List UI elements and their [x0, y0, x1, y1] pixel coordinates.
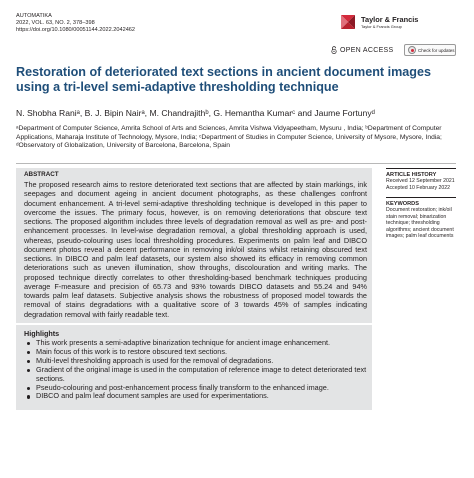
journal-name: AUTOMATIKA: [16, 13, 52, 19]
check-updates-label: Check for updates: [418, 47, 455, 53]
keywords-text: Document restoration; ink/oil stain removal; binarization technique; thresholding algorithms; ancient document images; palm leaf documents: [386, 207, 454, 239]
list-item: DIBCO and palm leaf document samples are used for experimentations.: [26, 392, 368, 401]
abstract-text: The proposed research aims to restore deteriorated text sections that are affected by stain markings, ink seepages and document ageing in ancient document photographs, as these challenges confront document enhancement. A tri-level semi-adaptive thresholding technique is developed in this paper to overcome the issues. The primary focus, however, is on removing deteriorations that obscure text sections. The proposed algorithm includes three levels of degradation removal as well as pre- and post-enhancement processes. In level-wise degradation removal, a global thresholding approach is used, whereas, pseudo-colouring uses local thresholding procedures. Experiments on palm leaf and DIBCO document photos reveal a decent performance in removing ink/oil stains whilst retaining obscured text sections. In DIBCO and palm leaf datasets, our system also showed its efficacy in removing common deteriorations such as uneven illumination, show throughs, discolouration and writing marks. The proposed technique directly correlates to other thresholding-based benchmark techniques producing average F-measure and precision of 65.73 and 93% towards DIBCO datasets and 55.24 and 94% towards palm leaf datasets. Subjective analysis shows the robustness of proposed model towards the removal of stains degradations with a qualitative score of 3 towards 45% of samples indicating degradation removal with fairly readable text.: [24, 180, 367, 319]
list-item: Pseudo-colouring and post-enhancement process finally transform to the enhanced image.: [26, 384, 368, 393]
highlights-heading: Highlights: [24, 329, 60, 338]
article-title: Restoration of deteriorated text sections in ancient document images using a tri-level semi-adaptive thresholding technique: [16, 65, 431, 94]
crossmark-icon: [408, 46, 416, 54]
highlights-list: [26, 339, 368, 401]
publisher-name: Taylor & Francis: [361, 15, 419, 24]
section-divider: [16, 163, 456, 164]
received-date: Received 12 September 2021: [386, 178, 455, 184]
article-sidebar: [386, 168, 456, 240]
article-history-heading: ARTICLE HISTORY: [386, 168, 456, 178]
keywords-heading: KEYWORDS: [386, 197, 456, 207]
journal-volume: 2022, VOL. 63, NO. 2, 378–398: [16, 20, 95, 27]
list-item: Main focus of this work is to restore obscured text sections.: [26, 348, 368, 357]
doi-link[interactable]: https://doi.org/10.1080/00051144.2022.2042462: [16, 27, 136, 34]
list-item: Multi-level thresholding approach is used for the removal of degradations.: [26, 357, 368, 366]
author-list: N. Shobha Raniᵃ, B. J. Bipin Nairᵃ, M. Chandrajithᵇ, G. Hemantha Kumarᶜ and Jaume Fortunyᵈ: [16, 108, 375, 118]
affiliations: ᵃDepartment of Computer Science, Amrita School of Arts and Sciences, Amrita Vishwa Vidyapeetham, Mysuru , India; ᵇDepartment of Computer Applications, Maharaja Institute of Technology, Mysore, India; ᶜDepartment of Studies in Computer Science, University of Mysore, Mysore, India; ᵈObservatory of Globalization, University of Barcelona, Barcelona, Spain: [16, 125, 442, 150]
open-lock-icon: [331, 46, 337, 54]
accepted-date: Accepted 10 February 2022: [386, 184, 451, 191]
abstract-heading: ABSTRACT: [24, 171, 59, 178]
taylor-francis-logo-icon: [339, 13, 357, 31]
list-item: This work presents a semi-adaptive binarization technique for ancient image enhancement.: [26, 339, 368, 348]
open-access-label: OPEN ACCESS: [340, 46, 394, 54]
check-updates-button[interactable]: [404, 44, 456, 56]
open-access-badge: [331, 46, 393, 54]
journal-header: [16, 13, 135, 35]
list-item: Gradient of the original image is used in the computation of reference image to detect deteriorated text sections.: [26, 366, 368, 384]
publisher-subtitle: Taylor & Francis Group: [361, 24, 402, 29]
